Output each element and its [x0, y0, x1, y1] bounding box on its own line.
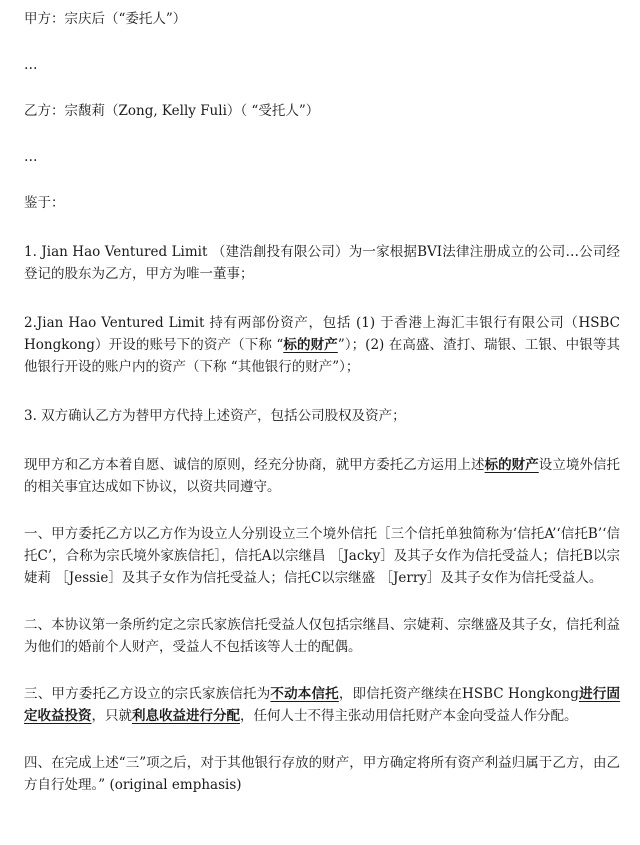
clause-1: 1. Jian Hao Ventured Limit （建浩創投有限公司）为一家根据BVI法律注册成立的公司…公司经登记的股东为乙方，甲方为唯一董事；	[24, 244, 620, 282]
intro-emphasis: 标的财产	[484, 457, 539, 473]
clause-2-text-1: 2.Jian Hao Ventured Limit 持有两部份资产，包括 (1) 于香港上海汇丰银行有限公司（HSBC Hongkong）开设的账号下的资产（下称 “	[24, 315, 620, 353]
article-3-text-1: 三、甲方委托乙方设立的宗氏家族信托为	[24, 686, 271, 702]
article-3-emphasis-3: 利息收益进行分配	[132, 708, 240, 724]
article-3-text-2: ，即信托资产继续在HSBC Hongkong	[338, 686, 579, 702]
article-3-text-4: ，任何人士不得主张动用信托财产本金向受益人作分配。	[240, 708, 578, 724]
ellipsis-b: …	[24, 149, 38, 165]
article-1: 一、甲方委托乙方以乙方作为设立人分别设立三个境外信托［三个信托单独简称为‘信托A’‘信托B’‘信托C’，合称为宗氏境外家族信托］，信托A以宗继昌 ［Jacky］及其子女作为信托受益人；信托B以宗婕莉 ［Jessie］及其子女作为信托受益人；信托C以宗继盛 ［Jerry］及其子女作为信托受益人。	[24, 526, 620, 586]
party-b-line: 乙方：宗馥莉（Zong, Kelly Fuli）（ “受托人”）	[24, 103, 320, 119]
party-a-line: 甲方：宗庆后（“委托人”）	[24, 11, 187, 27]
clause-2-emphasis: 标的财产	[283, 337, 338, 353]
article-3-emphasis-2: 进行固定收益投资	[24, 686, 621, 724]
clause-2	[24, 312, 620, 378]
intro-text-1: 现甲方和乙方本着自愿、诚信的原则，经充分协商，就甲方委托乙方运用上述	[24, 457, 485, 473]
article-4: 四、在完成上述“三”项之后，对于其他银行存放的财产，甲方确定将所有资产利益归属于乙方，由乙方自行处理。” (original emphasis)	[24, 755, 620, 793]
article-3-text-3: ，只就	[91, 708, 132, 724]
recitals-heading: 鉴于：	[24, 195, 65, 211]
article-3-emphasis-1: 不动本信托	[270, 686, 339, 702]
clause-2-text-2: ”）；(2) 在高盛、渣打、瑞银、工银、中银等其他银行开设的账户内的资产（下称 “其他银行的财产”）；	[24, 337, 620, 375]
intro-paragraph	[24, 454, 620, 498]
clause-3: 3. 双方确认乙方为替甲方代持上述资产，包括公司股权及资产；	[24, 408, 406, 424]
intro-text-2: 设立境外信托的相关事宜达成如下协议，以资共同遵守。	[24, 457, 621, 495]
article-3	[24, 683, 620, 727]
article-2: 二、本协议第一条所约定之宗氏家族信托受益人仅包括宗继昌、宗婕莉、宗继盛及其子女，信托利益为他们的婚前个人财产，受益人不包括该等人士的配偶。	[24, 617, 620, 655]
agreement-excerpt	[24, 8, 620, 796]
ellipsis-a: …	[24, 57, 38, 73]
